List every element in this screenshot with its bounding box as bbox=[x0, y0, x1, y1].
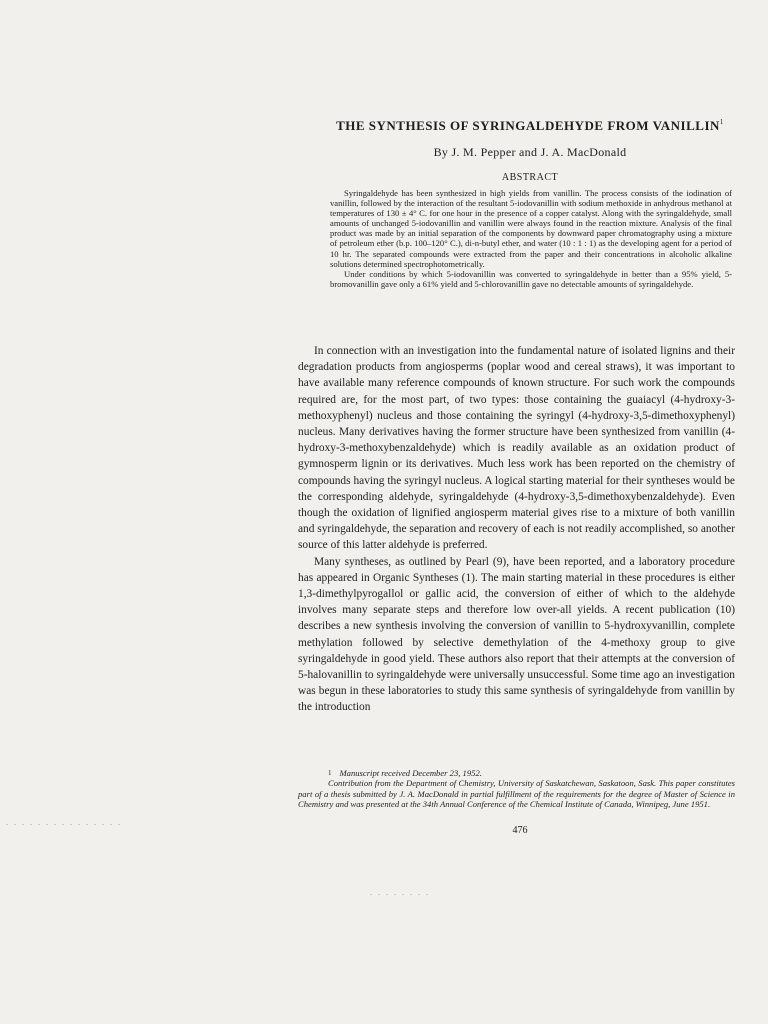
scan-artifact: . . . . . . . . bbox=[370, 888, 430, 897]
title-footnote-marker: 1 bbox=[719, 118, 724, 126]
abstract-heading: ABSTRACT bbox=[501, 172, 559, 183]
body-text bbox=[298, 343, 735, 716]
page-number: 476 bbox=[512, 825, 528, 836]
abstract bbox=[330, 188, 732, 289]
footnote-contribution: Contribution from the Department of Chemistry, University of Saskatchewan, Saskatoon, Sask. This paper constitutes part of a thesis submitted by J. A. MacDonald in partial fulfillment of the requirements for the degree of Master of Science in Chemistry and was presented at the 34th Annual Conference of the Chemical Institute of Canada, Winnipeg, June 1951. bbox=[298, 778, 735, 809]
abstract-paragraph: Syringaldehyde has been synthesized in high yields from vanillin. The process consists of the iodination of vanillin, followed by the interaction of the resultant 5-iodovanillin with sodium methoxide in anhydrous methanol at temperatures of 130 ± 4° C. for one hour in the presence of a copper catalyst. Along with the syringaldehyde, small amounts of unchanged 5-iodovanillin and vanillin were always found in the reaction mixture. Analysis of the final product was made by an initial separation of the components by downward paper chromatography using a mixture of petroleum ether (b.p. 100–120° C.), di-n-butyl ether, and water (10 : 1 : 1) as the developing agent for a period of 10 hr. The separated compounds were extracted from the paper and their concentrations in alcoholic alkaline solutions determined spectrophotometrically. bbox=[330, 188, 732, 269]
paper-title: THE SYNTHESIS OF SYRINGALDEHYDE FROM VANILLIN$^1$ bbox=[336, 118, 724, 133]
abstract-paragraph: Under conditions by which 5-iodovanillin was converted to syringaldehyde in better than a 95% yield, 5-bromovanillin gave only a 61% yield and 5-chlorovanillin gave no detectable amounts of syringaldehyde. bbox=[330, 268, 732, 289]
body-paragraph: Many syntheses, as outlined by Pearl (9), have been reported, and a laboratory procedure has appeared in Organic Syntheses (1). The main starting material in these procedures is either 1,3-dimethylpyrogallol or gallic acid, the conversion of either of which to the aldehyde involves many separate steps and therefore low over-all yields. A recent publication (10) describes a new synthesis involving the conversion of vanillin to 5-hydroxyvanillin, complete methylation followed by selective demethylation of the 4-methoxy group to give syringaldehyde in good yield. These authors also report that their attempts at the conversion of 5-halovanillin to syringaldehyde were universally unsuccessful. Some time ago an investigation was begun in these laboratories to study this same synthesis of syringaldehyde from vanillin by the introduction bbox=[298, 555, 735, 714]
body-paragraph: In connection with an investigation into the fundamental nature of isolated lignins and their degradation products from angiosperms (poplar wood and cereal straws), it was important to have available many reference compounds of known structure. For such work the compounds required are, for the most part, of two types: those containing the guaiacyl (4-hydroxy-3-methoxyphenyl) nucleus and those containing the syringyl (4-hydroxy-3,5-dimethoxyphenyl) nucleus. Many derivatives having the former structure have been synthesized from vanillin (4-hydroxy-3-methoxybenzaldehyde) which is readily available as an oxidation product of gymnosperm lignin or its derivatives. Much less work has been reported on the chemistry of compounds having the syringyl nucleus. A logical starting material for their syntheses would be the corresponding aldehyde, syringaldehyde (4-hydroxy-3,5-dimethoxybenzaldehyde). Even though the oxidation of lignified angiosperm material gives rise to a mixture of both vanillin and syringaldehyde, the separation and recovery of each is not readily accomplished, so another source of this latter aldehyde is preferred. bbox=[298, 345, 735, 552]
footnotes bbox=[298, 768, 735, 809]
footnote-received: $^1$ Manuscript received December 23, 1952. bbox=[328, 768, 482, 778]
author-line: By J. M. Pepper and J. A. MacDonald bbox=[433, 145, 627, 159]
footnote-marker: 1 bbox=[328, 769, 332, 777]
scan-artifact: . . . . . . . . . . . . . . . bbox=[6, 818, 122, 827]
